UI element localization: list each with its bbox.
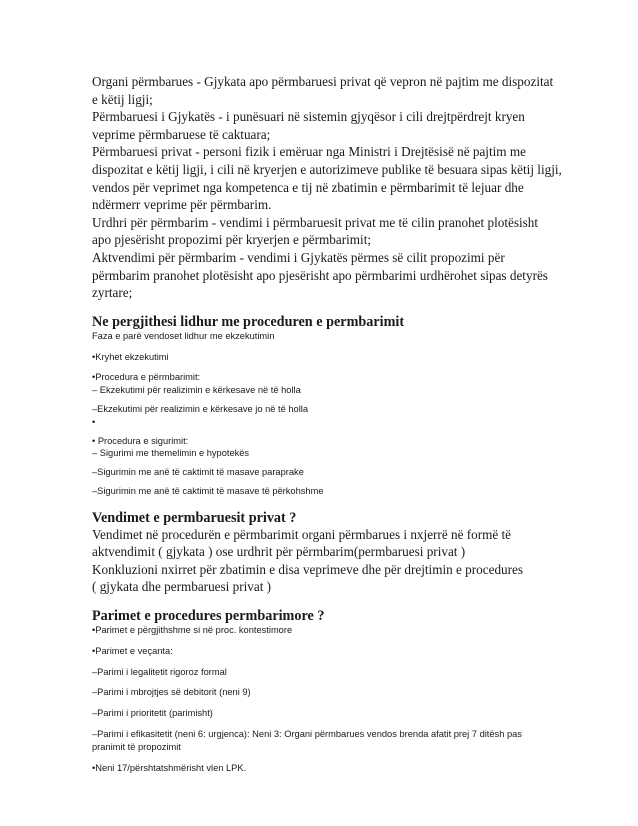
bullet-item: • Procedura e sigurimit: — [92, 435, 189, 446]
dash-item: –Sigurimin me anë të caktimit të masave të përkohshme — [92, 485, 324, 496]
text-line: Faza e parë vendoset lidhur me ekzekutimin — [92, 330, 275, 341]
dash-item: –Ekzekutimi për realizimin e kërkesave jo në të holla — [92, 403, 308, 414]
dash-item: –Parimi i legalitetit rigoroz formal — [92, 666, 227, 677]
section-heading-decisions: Vendimet e permbaruesit privat ? — [92, 509, 297, 526]
definitions-paragraph — [92, 73, 562, 302]
dash-item: –Parimi i prioritetit (parimisht) — [92, 708, 213, 719]
text-line: e këtij ligji; — [92, 91, 153, 107]
text-line: aktvendimit ( gjykata ) ose urdhrit për përmbarim(permbaruesi privat ) — [92, 544, 466, 560]
bullet-item: •Procedura e përmbarimit: — [92, 372, 201, 383]
document-body — [92, 73, 562, 774]
dash-item: – Ekzekutimi për realizimin e kërkesave në të holla — [92, 385, 301, 396]
text-line: përmbarim pranohet plotësisht apo pjesërisht apo përmbarimi urdhërohet sipas detyrës — [92, 267, 548, 283]
section-heading-procedure: Ne pergjithesi lidhur me proceduren e permbarimit — [92, 313, 405, 330]
text-line: Aktvendimi për përmbarim - vendimi i Gjykatës përmes së cilit propozimi për — [92, 249, 505, 265]
text-line: ndërmerr veprime për përmbarim. — [92, 197, 272, 213]
text-line: Konkluzioni nxirret për zbatimin e disa veprimeve dhe për drejtimin e procedures — [92, 561, 524, 577]
text-line: Vendimet në procedurën e përmbarimit organi përmbarues i nxjerrë në formë të — [92, 526, 512, 542]
text-line: Përmbaruesi i Gjykatës - i punësuari në sistemin gjyqësor i cili drejtpërdrejt kryen — [92, 109, 525, 125]
dash-item: –Sigurimin me anë të caktimit të masave paraprake — [92, 467, 304, 478]
bullet-item: •Parimet e veçanta: — [92, 645, 173, 656]
dash-item: – Sigurimi me themelimin e hypotekës — [92, 448, 250, 459]
dash-item: –Parimi i efikasitetit (neni 6: urgjenca): Neni 3: Organi përmbarues vendos brenda afatit prej 7 ditësh pas — [92, 729, 522, 740]
decisions-paragraph — [92, 526, 562, 596]
text-line: Përmbaruesi privat - personi fizik i emëruar nga Ministri i Drejtësisë në pajtim me — [92, 144, 526, 160]
bullet-item: • — [92, 416, 96, 427]
text-line: vendos për veprimet nga kompetenca e tij në zbatimin e përmbarimit të lejuar dhe — [92, 179, 524, 195]
bullet-item: •Neni 17/përshtatshmërisht vlen LPK. — [92, 762, 247, 773]
dash-item: –Parimi i mbrojtjes së debitorit (neni 9) — [92, 687, 251, 698]
text-line: veprime përmbaruese të caktuara; — [92, 126, 271, 142]
text-line: pranimit të propozimit — [92, 741, 181, 752]
text-line: zyrtare; — [92, 285, 133, 301]
text-line: ( gjykata dhe permbaruesi privat ) — [92, 579, 272, 595]
bullet-item: •Kryhet ekzekutimi — [92, 351, 169, 362]
text-line: Urdhri për përmbarim - vendimi i përmbaruesit privat me të cilin pranohet plotësisht — [92, 214, 539, 230]
bullet-item: •Parimet e përgjithshme si në proc. kontestimore — [92, 625, 293, 636]
text-line: dispozitat e këtij ligji, i cili në kryerjen e autorizimeve publike të besuara sipas këtij ligji, — [92, 161, 562, 177]
text-line: apo pjesërisht propozimi për kryerjen e përmbarimit; — [92, 232, 372, 248]
section-heading-principles: Parimet e procedures permbarimore ? — [92, 608, 325, 625]
text-line: Organi përmbarues - Gjykata apo përmbaruesi privat që vepron në pajtim me dispozitat — [92, 74, 554, 89]
